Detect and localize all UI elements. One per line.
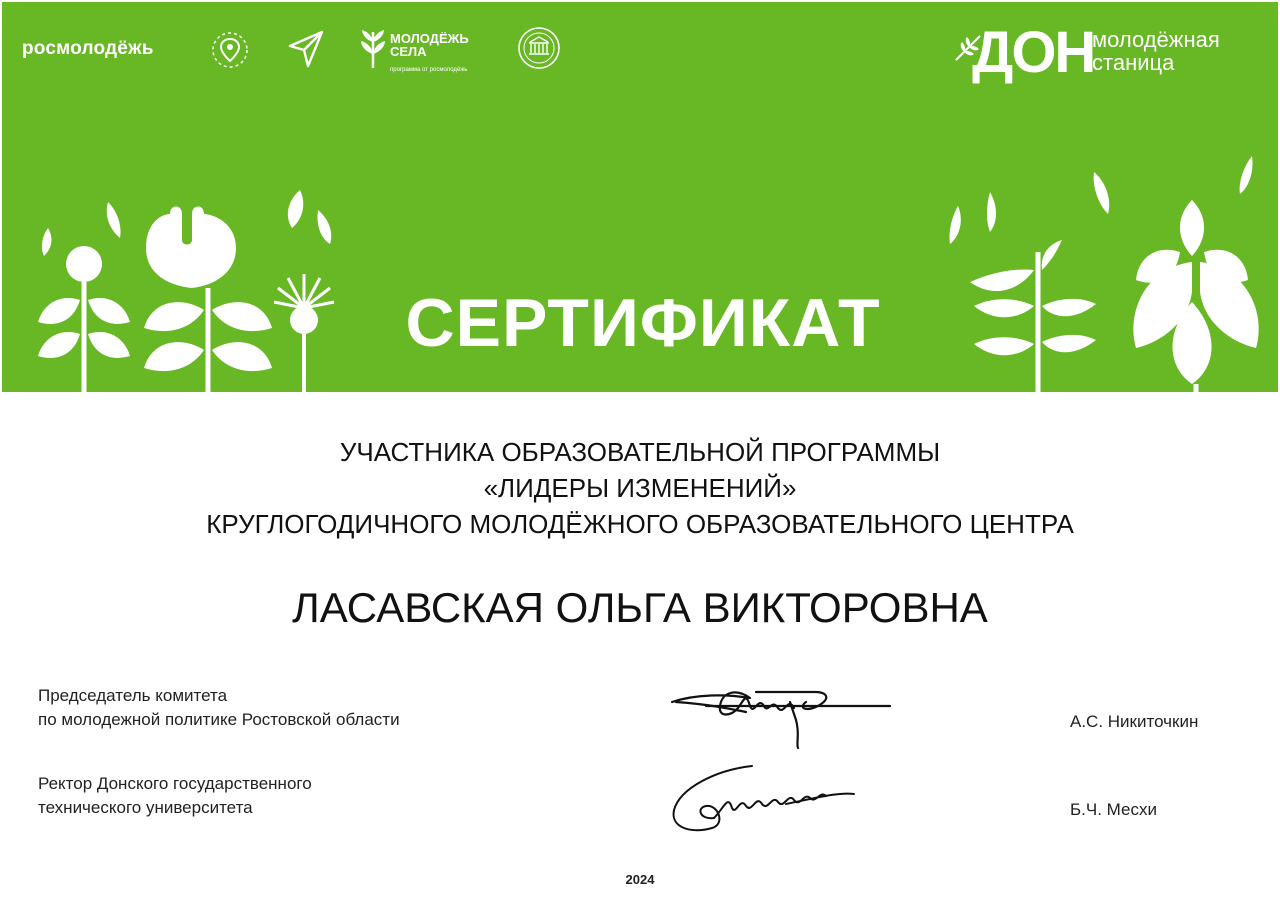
program-line-1: УЧАСТНИКА ОБРАЗОВАТЕЛЬНОЙ ПРОГРАММЫ [339, 437, 941, 467]
left-plants-illustration [22, 182, 352, 392]
signatory-2-role [38, 772, 312, 820]
pin-icon [208, 28, 252, 74]
program-line-3: КРУГЛОГОДИЧНОГО МОЛОДЁЖНОГО ОБРАЗОВАТЕЛЬНОГО ЦЕНТРА [206, 509, 1074, 539]
program-description [0, 434, 1280, 542]
logo-mol-line-2: СЕЛА [390, 44, 427, 59]
signatory-1-role [38, 684, 400, 732]
logo-mol-sub: программа от росмолодёжь [390, 67, 468, 73]
logo-rosmolodezh: росмолодёжь [22, 38, 154, 59]
signatory-2-role-line-1: Ректор Донского государственного [38, 774, 312, 793]
signature-2 [666, 758, 866, 838]
logo-don-sub-line-2: станица [1092, 50, 1175, 75]
logo-don-sub [1092, 28, 1220, 74]
signatory-1-name: А.С. Никиточкин [1070, 712, 1199, 731]
certificate-year: 2024 [625, 872, 655, 887]
signatory-2-name: Б.Ч. Месхи [1070, 800, 1157, 819]
wheat-icon [358, 28, 388, 70]
logo-don-sub-line-1: молодёжная [1092, 27, 1220, 52]
recipient-name: ЛАСАВСКАЯ ОЛЬГА ВИКТОРОВНА [292, 584, 988, 631]
header-banner [2, 2, 1278, 392]
right-plants-illustration [930, 152, 1270, 392]
logo-mol-line-1: МОЛОДЁЖЬ [390, 31, 469, 46]
signature-1 [666, 672, 896, 752]
signatory-2-role-line-2: технического университета [38, 798, 253, 817]
program-line-2: «ЛИДЕРЫ ИЗМЕНЕНИЙ» [483, 473, 797, 503]
signatory-1-role-line-2: по молодежной политике Ростовской области [38, 710, 400, 729]
logo-molodezh-sela [390, 32, 469, 77]
paper-plane-icon [286, 28, 326, 70]
university-emblem-icon [516, 24, 562, 72]
certificate-title: СЕРТИФИКАТ [405, 285, 881, 361]
logo-don: ДОН [972, 20, 1095, 85]
signatory-1-role-line-1: Председатель комитета [38, 686, 228, 705]
